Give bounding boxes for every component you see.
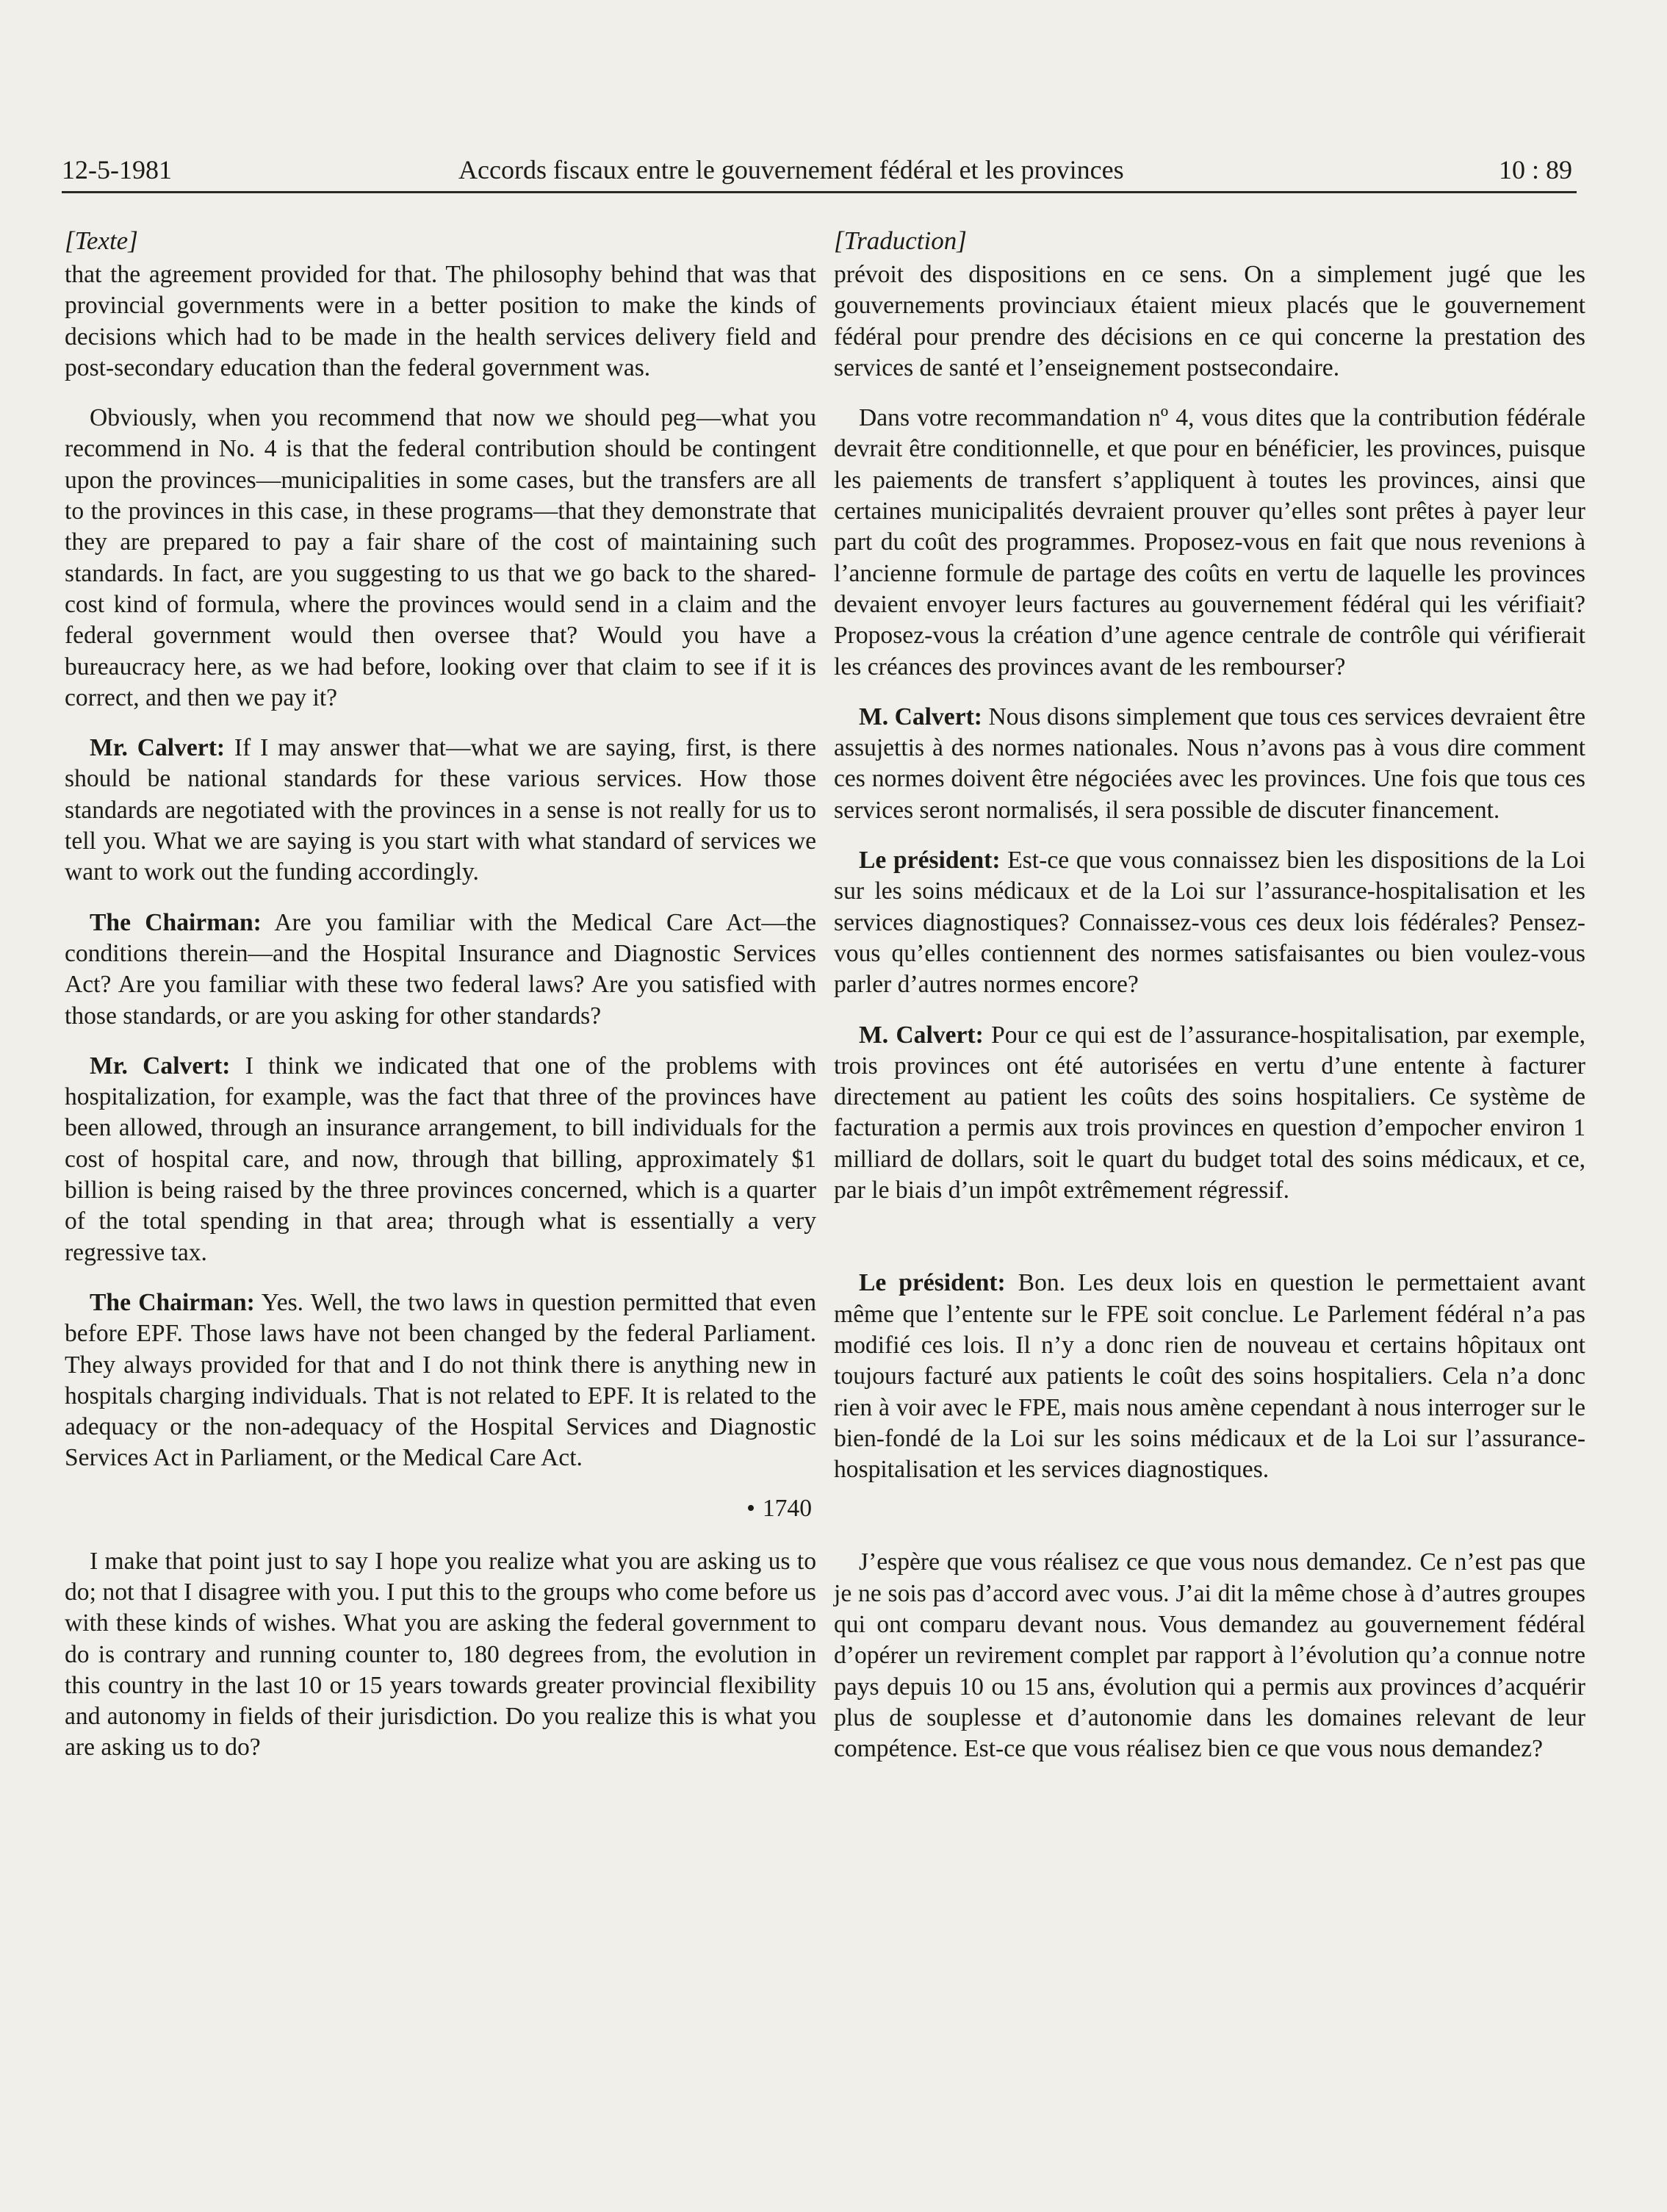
paragraph: prévoit des dispositions en ce sens. On a simplement jugé que les gouvernements provinciaux étaient mieux placés que le gouvernement fédéral pour prendre des décisions en ce qui concerne la prestation des services de santé et l’enseignement postsecondaire. bbox=[834, 261, 1585, 381]
speech-paragraph bbox=[834, 1020, 1585, 1207]
header-title: Accords fiscaux entre le gouvernement fédéral et les provinces bbox=[458, 155, 1124, 184]
speech-text: Pour ce qui est de l’assurance-hospitalisation, par exemple, trois provinces ont été autorisées en vertu d’une entente à facturer directement au patient les coûts des soins hospitaliers. Ce système de facturation a permis aux trois provinces en question d’empocher environ 1 milliard de dollars, soit le quart du budget total des soins médicaux, et ce, par le biais d’un impôt extrêmement régressif. bbox=[834, 1021, 1585, 1204]
speech-paragraph bbox=[65, 908, 816, 1032]
spacer bbox=[834, 1225, 1585, 1268]
speech-paragraph bbox=[65, 1051, 816, 1268]
speech-text: Bon. Les deux lois en question le permettaient avant même que l’entente sur le FPE soit conclue. Le Parlement fédéral n’a pas modifié ces lois. Il n’y a donc rien de nouveau et certains hôpitaux ont toujours facturé aux patients le coût des soins hospitaliers. Cela n’a donc rien à voir avec le FPE, mais nous amène cependant à nous interroger sur le bien-fondé de la Loi sur les soins médicaux et de la Loi sur l’assurance-hospitalisation et les services diagnostiques. bbox=[834, 1269, 1585, 1484]
speech-paragraph bbox=[834, 702, 1585, 826]
speech-text: Yes. Well, the two laws in question permitted that even before EPF. Those laws have not been changed by the federal Parliament. They always provided for that and I do not think there is anything new in hospitals charging individuals. That is not related to EPF. It is related to the adequacy or the non-adequacy of the Hospital Services and Diagnostic Services Act in Parliament, or the Medical Care Act. bbox=[65, 1288, 816, 1472]
speech-paragraph bbox=[834, 1268, 1585, 1485]
paragraph: I make that point just to say I hope you realize what you are asking us to do; not that I disagree with you. I put this to the groups who come before us with these kinds of wishes. What you are asking the federal government to do is contrary and running counter to, 180 degrees from, the evolution in this country in the last 10 or 15 years towards greater provincial flexibility and autonomy in fields of their jurisdiction. Do you realize this is what you are asking us to do? bbox=[65, 1547, 816, 1762]
speaker-name: Mr. Calvert: bbox=[90, 734, 226, 762]
speaker-name: M. Calvert: bbox=[859, 1021, 984, 1049]
paragraph: Obviously, when you recommend that now we should peg—what you recommend in No. 4 is that the federal contribution should be contingent upon the provinces—municipalities in some cases, but the transfers are all to the provinces in this case, in these programs—that they demonstrate that they are prepared to pay a fair share of the cost of maintaining such standards. In fact, are you suggesting to us that we go back to the shared-cost kind of formula, where the provinces would send in a claim and the federal government would then oversee that? Would you have a bureaucracy here, as we had before, looking over that claim to see if it is correct, and then we pay it? bbox=[65, 404, 816, 711]
spacer bbox=[834, 1504, 1585, 1547]
speech-paragraph bbox=[65, 733, 816, 888]
speaker-name: Mr. Calvert: bbox=[90, 1052, 231, 1080]
speech-text: Est-ce que vous connaissez bien les dispositions de la Loi sur les soins médicaux et de la Loi sur l’assurance-hospitalisation et les services diagnostiques? Connaissez-vous ces deux lois fédérales? Pensez-vous qu’elles contiennent des normes satisfaisantes ou bien voulez-vous parler d’autres normes encore? bbox=[834, 847, 1585, 999]
speech-paragraph bbox=[65, 1288, 816, 1474]
speech-text: If I may answer that—what we are saying, first, is there should be national standards for these various services. How those standards are negotiated with the provinces in a sense is not really for us to tell you. What we are saying is you start with what standard of services we want to work out the funding accordingly. bbox=[65, 734, 816, 886]
french-column bbox=[834, 224, 1585, 1784]
paragraph: Dans votre recommandation nº 4, vous dites que la contribution fédérale devrait être conditionnelle, et que pour en bénéficier, les provinces, puisque les paiements de transfert s’appliquent à toutes les provinces, ainsi que certaines municipalités devraient prouver qu’elles sont prêtes à payer leur part du coût des programmes. Proposez-vous en fait que nous revenions à l’ancienne formule de partage des coûts en vertu de laquelle les provinces devaient envoyer leurs factures au gouvernement fédéral qui les vérifiait? Proposez-vous la création d’une agence centrale de contrôle qui vérifierait les créances des provinces avant de les rembourser? bbox=[834, 404, 1585, 681]
speech-paragraph bbox=[834, 845, 1585, 1000]
speaker-name: The Chairman: bbox=[90, 908, 262, 936]
header-date: 12-5-1981 bbox=[62, 155, 172, 184]
english-column bbox=[65, 224, 816, 1783]
speech-text: Are you familiar with the Medical Care Act—the conditions therein—and the Hospital Insurance and Diagnostic Services Act? Are you familiar with these two federal laws? Are you satisfied with those standards, or are you asking for other standards? bbox=[65, 908, 816, 1030]
speaker-name: Le président: bbox=[859, 1269, 1006, 1297]
speech-text: I think we indicated that one of the problems with hospitalization, for example, was the fact that three of the provinces have been allowed, through an insurance arrangement, to bill individuals for the cost of hospital care, and now, through that billing, approximately $1 billion is being raised by the three provinces concerned, which is a quarter of the total spending in that area; through what is essentially a very regressive tax. bbox=[65, 1052, 816, 1266]
column-label-texte: [Texte] bbox=[65, 226, 138, 255]
speaker-name: The Chairman: bbox=[90, 1288, 255, 1316]
speaker-name: Le président: bbox=[859, 847, 1001, 875]
bullet-icon: • bbox=[746, 1494, 755, 1522]
column-label-traduction: [Traduction] bbox=[834, 226, 967, 255]
speaker-name: M. Calvert: bbox=[859, 703, 982, 730]
page-header bbox=[62, 147, 1577, 193]
header-page-number: 10 : 89 bbox=[1498, 155, 1572, 184]
speech-text: Nous disons simplement que tous ces services devraient être assujettis à des normes nationales. Nous n’avons pas à vous dire comment ces normes doivent être négociées avec les provinces. Une fois que tous ces services seront normalisés, il sera possible de discuter financement. bbox=[834, 703, 1585, 824]
timestamp-value: 1740 bbox=[762, 1494, 812, 1522]
timestamp bbox=[65, 1493, 816, 1524]
paragraph: that the agreement provided for that. The philosophy behind that was that provincial governments were in a better position to make the kinds of decisions which had to be made in the health services delivery field and post-secondary education than the federal government was. bbox=[65, 261, 816, 381]
paragraph: J’espère que vous réalisez ce que vous nous demandez. Ce n’est pas que je ne sois pas d’accord avec vous. J’ai dit la même chose à d’autres groupes qui ont comparu devant nous. Vous demandez au gouvernement fédéral d’opérer un revirement complet par rapport à l’évolution qu’a connue notre pays depuis 10 ou 15 ans, évolution qui a permis aux provinces d’acquérir plus de souplesse et d’autonomie dans les domaines relevant de leur compétence. Est-ce que vous réalisez bien ce que vous nous demandez? bbox=[834, 1548, 1585, 1763]
